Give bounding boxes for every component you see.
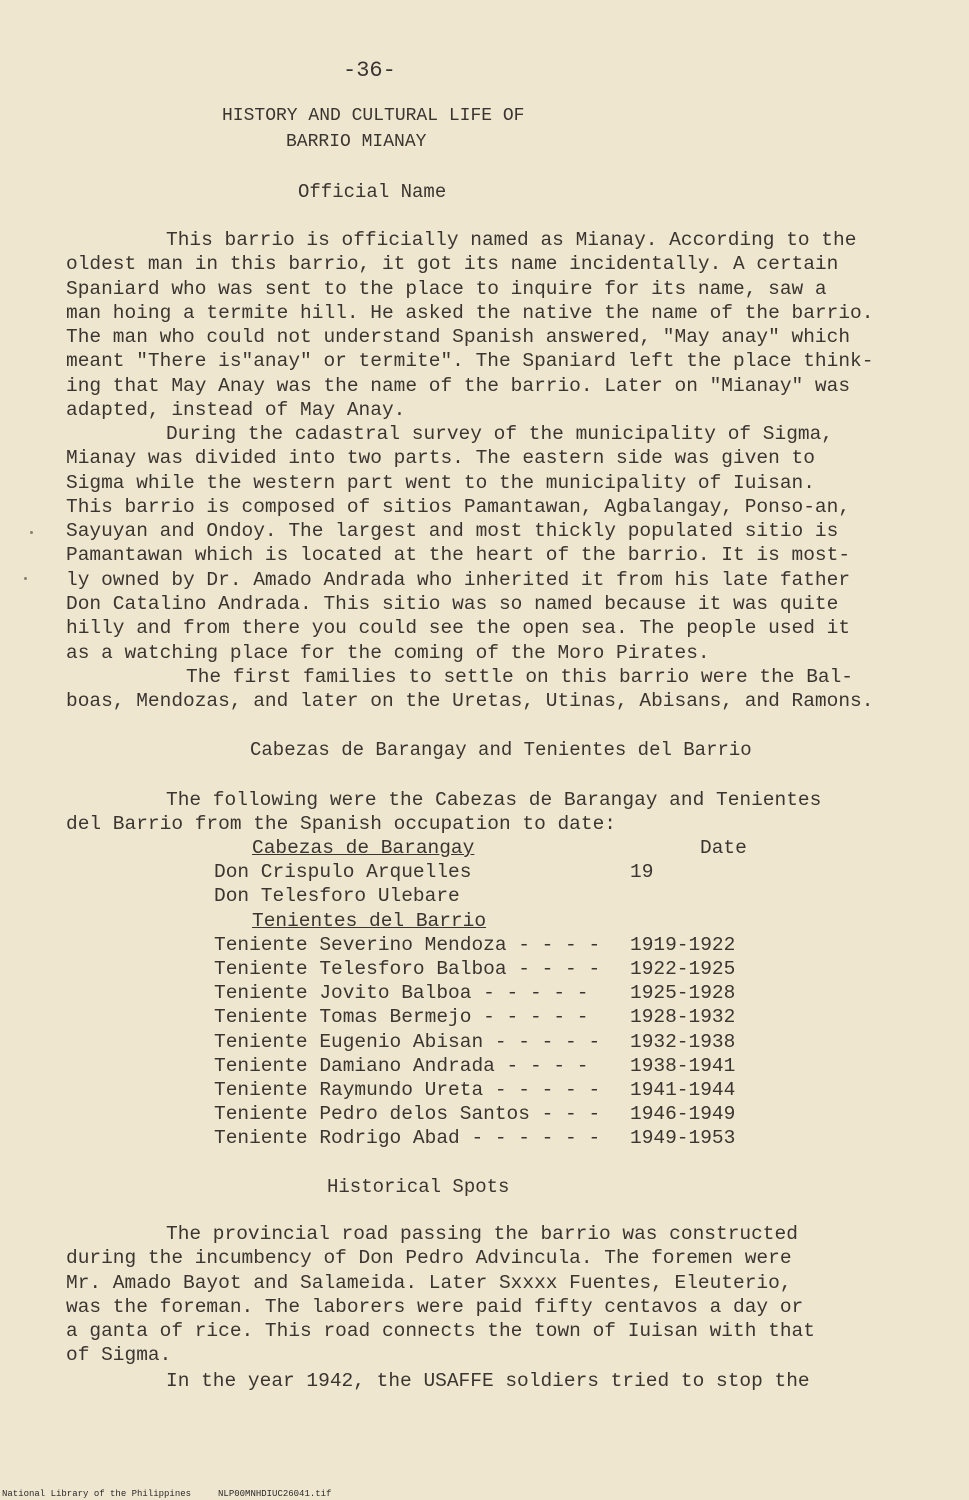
official-name: Teniente Raymundo Ureta - - - - - — [214, 1079, 601, 1102]
official-date: 1946-1949 — [630, 1103, 736, 1126]
text-line: hilly and from there you could see the open sea. The people used it — [66, 617, 851, 640]
paragraph-historical-spots-1 — [66, 1222, 916, 1368]
table-row — [214, 1030, 747, 1054]
official-name: Teniente Eugenio Abisan - - - - - — [214, 1030, 601, 1053]
text-line: Sigma while the western part went to the municipality of Iuisan. — [66, 471, 815, 494]
document-title-line1: HISTORY AND CULTURAL LIFE OF — [222, 106, 525, 126]
table-row — [214, 933, 747, 957]
text-line: a ganta of rice. This road connects the town of Iuisan with that — [66, 1320, 815, 1343]
column-header-cabezas: Cabezas de Barangay — [252, 837, 475, 859]
table-row — [214, 1054, 747, 1078]
official-name: Teniente Jovito Balboa - - - - - — [214, 982, 589, 1005]
text-line: ly owned by Dr. Amado Andrada who inherited it from his late father — [66, 568, 851, 591]
subheader-tenientes: Tenientes del Barrio — [252, 909, 487, 932]
official-name: Don Telesforo Ulebare — [214, 885, 460, 908]
paragraph-official-name-3 — [66, 665, 916, 714]
table-row — [214, 1078, 747, 1102]
paper-speck — [30, 531, 33, 534]
text-line: Mianay was divided into two parts. The eastern side was given to — [66, 447, 815, 470]
text-line: oldest man in this barrio, it got its name incidentally. A certain — [66, 253, 839, 276]
section-title-historical-spots: Historical Spots — [327, 1176, 510, 1198]
text-line: Spaniard who was sent to the place to inquire for its name, saw a — [66, 277, 827, 300]
text-line: This barrio is officially named as Mianay. According to the — [166, 229, 857, 251]
text-line: Don Catalino Andrada. This sitio was so named because it was quite — [66, 593, 839, 616]
text-line: During the cadastral survey of the municipality of Sigma, — [166, 423, 834, 445]
scan-footer: National Library of the Philippines NLP00MNHDIUC26041.tif — [2, 1489, 332, 1499]
official-name: Teniente Damiano Andrada - - - - — [214, 1054, 589, 1077]
text-line: Sayuyan and Ondoy. The largest and most thickly populated sitio is — [66, 520, 839, 543]
column-header-date: Date — [700, 837, 747, 859]
table-row — [214, 884, 747, 908]
official-date: 1928-1932 — [630, 1006, 736, 1029]
text-line: was the foreman. The laborers were paid fifty centavos a day or — [66, 1295, 804, 1318]
section-title-official-name: Official Name — [298, 181, 447, 203]
table-header-row — [214, 836, 747, 860]
text-line: Pamantawan which is located at the heart of the barrio. It is most- — [66, 544, 851, 567]
official-date: 19 — [630, 861, 654, 884]
table-row — [214, 957, 747, 981]
text-line: The following were the Cabezas de Barangay and Tenientes — [166, 789, 822, 811]
official-name: Teniente Pedro delos Santos - - - — [214, 1103, 601, 1126]
official-name: Teniente Rodrigo Abad - - - - - - — [214, 1127, 601, 1150]
paragraph-cabezas-intro — [66, 788, 916, 837]
section-title-cabezas: Cabezas de Barangay and Tenientes del Barrio — [250, 739, 752, 761]
text-line: during the incumbency of Don Pedro Advincula. The foremen were — [66, 1247, 792, 1270]
official-name: Teniente Tomas Bermejo - - - - - — [214, 1006, 589, 1029]
paragraph-official-name-1 — [66, 228, 916, 422]
table-row — [214, 860, 747, 884]
official-date: 1919-1922 — [630, 933, 736, 956]
official-date: 1949-1953 — [630, 1127, 736, 1150]
paragraph-historical-spots-2 — [66, 1369, 916, 1393]
table-row — [214, 1126, 747, 1150]
text-line: del Barrio from the Spanish occupation to date: — [66, 813, 616, 836]
text-line: This barrio is composed of sitios Pamantawan, Agbalangay, Ponso-an, — [66, 495, 851, 518]
official-date: 1922-1925 — [630, 958, 736, 981]
officials-table — [214, 836, 747, 1151]
text-line: boas, Mendozas, and later on the Uretas, Utinas, Abisans, and Ramons. — [66, 690, 874, 713]
text-line: In the year 1942, the USAFFE soldiers tried to stop the — [166, 1370, 810, 1392]
table-row — [214, 981, 747, 1005]
table-subheader-row — [214, 909, 747, 933]
official-name: Teniente Severino Mendoza - - - - — [214, 933, 601, 956]
table-row — [214, 1102, 747, 1126]
table-row — [214, 1005, 747, 1029]
text-line: of Sigma. — [66, 1344, 172, 1367]
official-date: 1925-1928 — [630, 982, 736, 1005]
text-line: ing that May Anay was the name of the barrio. Later on "Mianay" was — [66, 374, 851, 397]
text-line: The provincial road passing the barrio was constructed — [166, 1223, 798, 1245]
paragraph-official-name-2 — [66, 422, 916, 665]
text-line: adapted, instead of May Anay. — [66, 399, 406, 422]
official-date: 1932-1938 — [630, 1030, 736, 1053]
text-line: The first families to settle on this barrio were the Bal- — [186, 666, 854, 688]
text-line: Mr. Amado Bayot and Salameida. Later Sxxxx Fuentes, Eleuterio, — [66, 1271, 792, 1294]
official-date: 1941-1944 — [630, 1079, 736, 1102]
page-number: -36- — [343, 58, 396, 83]
text-line: meant "There is"anay" or termite". The Spaniard left the place think- — [66, 350, 874, 373]
text-line: as a watching place for the coming of the Moro Pirates. — [66, 641, 710, 664]
document-title-line2: BARRIO MIANAY — [286, 132, 427, 152]
text-line: man hoing a termite hill. He asked the native the name of the barrio. — [66, 301, 874, 324]
official-name: Don Crispulo Arquelles — [214, 861, 472, 884]
paper-speck — [24, 577, 27, 580]
text-line: The man who could not understand Spanish answered, "May anay" which — [66, 326, 851, 349]
official-name: Teniente Telesforo Balboa - - - - — [214, 958, 601, 981]
official-date: 1938-1941 — [630, 1054, 736, 1077]
